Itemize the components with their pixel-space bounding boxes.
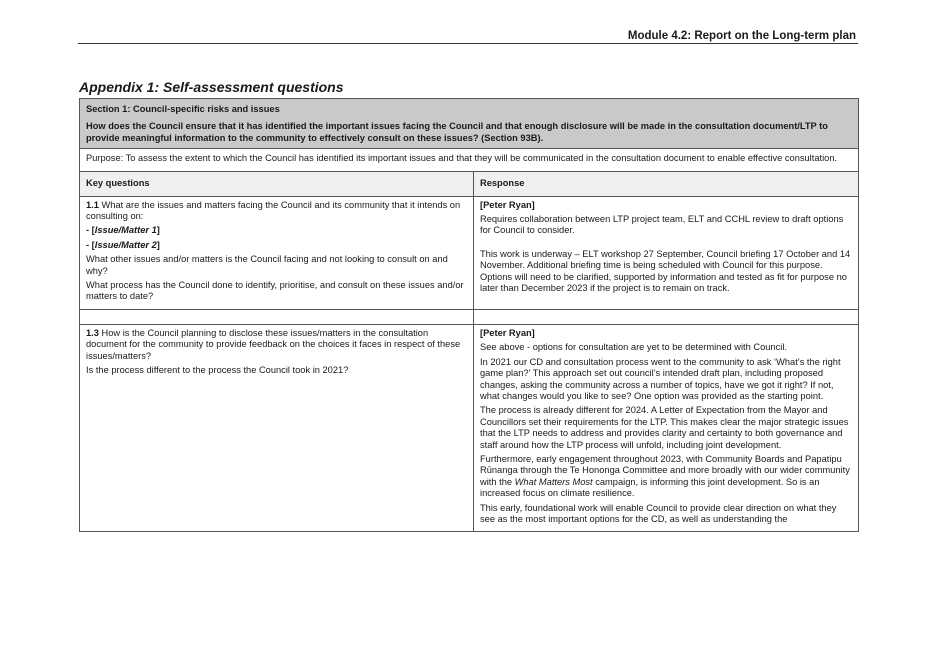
issue-item-1 xyxy=(86,225,467,236)
response-paragraph: Requires collaboration between LTP project team, ELT and CCHL review to draft options for Council to consider. xyxy=(480,214,844,236)
issue-item-2-label: Issue/Matter 2 xyxy=(94,239,157,250)
response-paragraph: See above - options for consultation are yet to be determined with Council. xyxy=(480,342,787,353)
column-header-row xyxy=(80,171,859,196)
bracket-open: - [ xyxy=(86,239,95,250)
followup-question: Is the process different to the process the Council took in 2021? xyxy=(86,365,349,376)
question-1-1-text xyxy=(86,200,467,223)
purpose-row xyxy=(80,149,859,171)
responder-name: [Peter Ryan] xyxy=(480,199,535,210)
purpose-text: Purpose: To assess the extent to which the Council has identified its important issues and that they will be communicated in the consultation document to enable effective consultation. xyxy=(80,149,859,171)
column-header-key-questions: Key questions xyxy=(80,171,474,196)
question-number: 1.1 xyxy=(86,199,99,210)
column-header-response: Response xyxy=(474,171,859,196)
module-header: Module 4.2: Report on the Long-term plan xyxy=(78,28,858,44)
response-paragraph: In 2021 our CD and consultation process went to the community to ask ‘What’s the right game plan?’ This approach set out council’s intended draft plan, including proposed changes, asking the community across a number of topics, have we got it right? If not, what changes would you like to see? One option was provided as the starting point. xyxy=(480,356,841,401)
responder-name: [Peter Ryan] xyxy=(480,327,535,338)
issue-item-2 xyxy=(86,240,467,251)
section-question: How does the Council ensure that it has identified the important issues facing the Council and that enough disclosure will be made in the consultation document/LTP to provide meaningful information to the community to effectively consult on these issues? (Section 93B). xyxy=(86,121,828,143)
bracket-close: ] xyxy=(156,239,160,250)
question-cell xyxy=(80,196,474,309)
issue-item-1-label: Issue/Matter 1 xyxy=(94,225,157,236)
bracket-open: - [ xyxy=(86,225,95,236)
appendix-title: Appendix 1: Self-assessment questions xyxy=(79,79,344,95)
response-cell xyxy=(474,324,859,532)
table-row-question-1-1 xyxy=(80,196,859,309)
question-body: How is the Council planning to disclose these issues/matters in the consultation document for the community to provide feedback on the choices it faces in respect of these issues/matters? xyxy=(86,327,461,361)
table-row-spacer xyxy=(80,309,859,324)
empty-cell xyxy=(80,309,474,324)
response-paragraph: This work is underway – ELT workshop 27 September, Council briefing 17 October and 14 November. Additional briefing time is being scheduled with Council for this purpose. Options will need to be clarified, supported by information and tested as fit for purpose no later than December 2023 if the project is to remain on track. xyxy=(480,248,851,294)
response-paragraph: This early, foundational work will enable Council to provide clear direction on what they see as the most important options for the CD, as well as understanding the xyxy=(480,502,837,524)
self-assessment-table xyxy=(79,98,859,532)
question-number: 1.3 xyxy=(86,327,99,338)
section-row xyxy=(80,99,859,149)
empty-cell xyxy=(474,309,859,324)
section-header-cell xyxy=(80,99,859,149)
response-text: Furthermore, early engagement throughout 2023, with Community Boards and Papatipu Rūnanga through the Te Hononga Committee and more broadly with our wider community with the xyxy=(480,453,850,487)
question-cell xyxy=(80,324,474,532)
question-1-3-text xyxy=(86,328,467,362)
response-paragraph xyxy=(480,454,852,500)
bracket-close: ] xyxy=(156,225,160,236)
process-question: What process has the Council done to identify, prioritise, and consult on these issues and/or matters to date? xyxy=(86,280,464,302)
campaign-name: What Matters Most xyxy=(514,476,593,487)
response-cell xyxy=(474,196,859,309)
section-title: Section 1: Council-specific risks and issues xyxy=(86,104,280,114)
question-body: What are the issues and matters facing the Council and its community that it intends on consulting on: xyxy=(86,199,461,222)
response-text: campaign, is informing this joint development. So is an increased focus on climate resilience. xyxy=(480,476,820,499)
table-row-question-1-3 xyxy=(80,324,859,532)
response-paragraph: The process is already different for 2024. A Letter of Expectation from the Mayor and Councillors set their requirements for the LTP. This makes clear the major strategic issues that the LTP needs to address and provides clarity and certainty to both governance and staff around how the LTP process will unfold, including joint development. xyxy=(480,405,849,450)
other-issues-question: What other issues and/or matters is the Council facing and not looking to consult on and why? xyxy=(86,254,448,276)
